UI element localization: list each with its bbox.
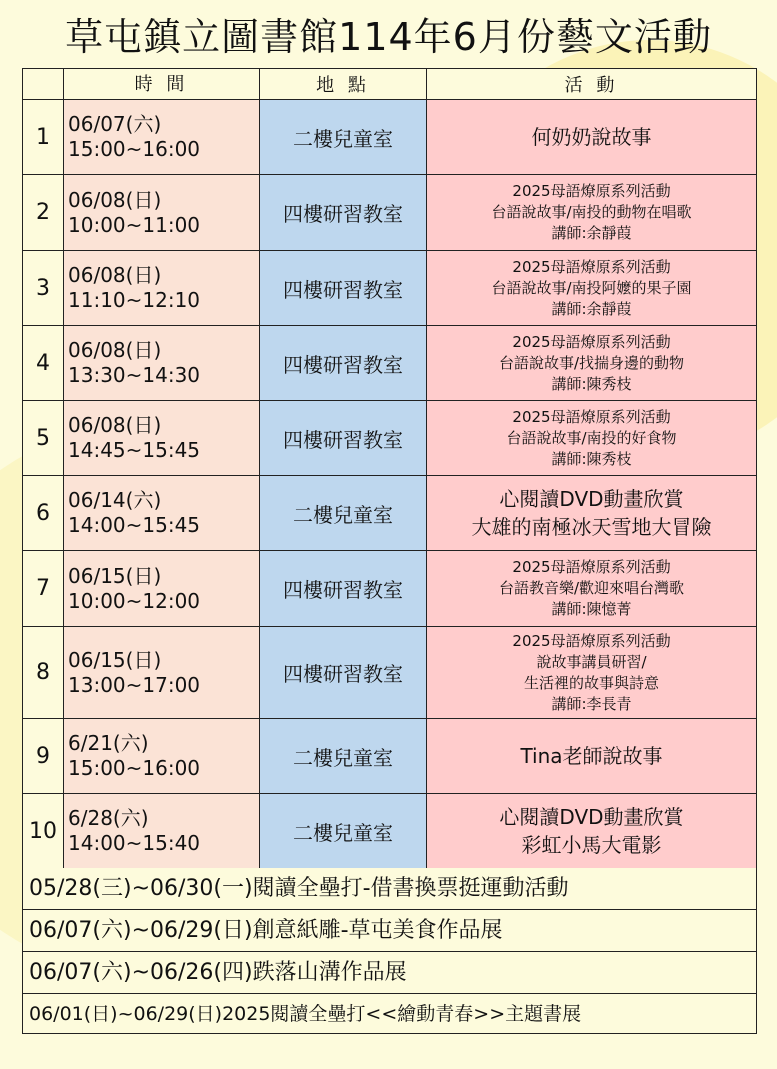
row-number: 9 <box>23 719 64 794</box>
activity-line: 台語說故事/南投阿嬤的果子園 <box>491 278 692 297</box>
time-cell <box>64 627 260 719</box>
row-number: 3 <box>23 251 64 326</box>
table-row <box>23 476 757 551</box>
table-row <box>23 326 757 401</box>
event-banner: 06/01(日)~06/29(日)2025閱讀全壘打<<繪動青春>>主題書展 <box>22 994 757 1034</box>
header-number <box>23 69 64 100</box>
activity-line: Tina老師說故事 <box>520 744 663 768</box>
header-place: 地 點 <box>260 69 427 100</box>
event-time: 10:00~12:00 <box>68 588 201 613</box>
row-number: 7 <box>23 551 64 627</box>
row-number: 1 <box>23 100 64 175</box>
activity-cell <box>427 719 757 794</box>
schedule-table <box>22 68 757 869</box>
table-row <box>23 719 757 794</box>
event-time: 14:00~15:40 <box>68 831 201 855</box>
table-row <box>23 100 757 175</box>
activity-line: 何奶奶說故事 <box>531 125 652 149</box>
event-time: 14:45~15:45 <box>68 438 201 462</box>
event-time: 15:00~16:00 <box>68 756 201 780</box>
event-date: 06/08(日) <box>68 413 162 437</box>
time-cell <box>64 719 260 794</box>
table-header-row <box>23 69 757 100</box>
activity-cell <box>427 251 757 326</box>
activity-line: 2025母語燎原系列活動 <box>512 182 671 200</box>
place-cell: 四樓研習教室 <box>260 251 427 326</box>
row-number: 6 <box>23 476 64 551</box>
event-banner: 06/07(六)~06/29(日)創意紙雕-草屯美食作品展 <box>22 910 757 952</box>
event-time: 15:00~16:00 <box>68 137 201 161</box>
event-date: 06/07(六) <box>68 112 162 136</box>
table-row <box>23 627 757 719</box>
activity-line: 講師:余靜葭 <box>551 224 632 242</box>
time-cell <box>64 100 260 175</box>
event-date: 6/28(六) <box>68 806 149 830</box>
time-cell <box>64 476 260 551</box>
activity-line: 台語說故事/南投的好食物 <box>506 428 677 447</box>
event-date: 6/21(六) <box>68 731 149 755</box>
header-activity: 活 動 <box>427 69 757 100</box>
activity-line: 講師:李長青 <box>551 694 632 713</box>
activity-cell <box>427 100 757 175</box>
activity-line: 心閱讀DVD動畫欣賞 <box>499 805 684 829</box>
event-date: 06/15(日) <box>68 563 162 588</box>
activity-line: 說故事講員研習/ <box>536 652 647 671</box>
event-date: 06/14(六) <box>68 488 162 512</box>
activity-line: 2025母語燎原系列活動 <box>512 407 671 426</box>
time-cell <box>64 551 260 627</box>
table-row <box>23 794 757 869</box>
event-banner: 05/28(三)~06/30(一)閱讀全壘打-借書換票挺運動活動 <box>22 868 757 910</box>
activity-cell <box>427 551 757 627</box>
place-cell: 四樓研習教室 <box>260 175 427 251</box>
place-cell: 四樓研習教室 <box>260 401 427 476</box>
time-cell <box>64 401 260 476</box>
activity-cell <box>427 326 757 401</box>
activity-line: 大雄的南極冰天雪地大冒險 <box>471 515 712 539</box>
event-time: 13:00~17:00 <box>68 672 201 697</box>
activity-line: 生活裡的故事與詩意 <box>523 673 659 692</box>
event-date: 06/08(日) <box>68 187 162 212</box>
place-cell: 四樓研習教室 <box>260 627 427 719</box>
time-cell <box>64 794 260 869</box>
activity-line: 講師:余靜葭 <box>551 299 632 318</box>
activity-line: 台語說故事/找揣身邊的動物 <box>498 353 685 372</box>
place-cell: 二樓兒童室 <box>260 100 427 175</box>
event-date: 06/08(日) <box>68 263 162 287</box>
place-cell: 二樓兒童室 <box>260 719 427 794</box>
row-number: 8 <box>23 627 64 719</box>
event-time: 13:30~14:30 <box>68 363 201 387</box>
event-banner: 06/07(六)~06/26(四)跌落山溝作品展 <box>22 952 757 994</box>
activity-line: 台語教音樂/歡迎來唱台灣歌 <box>498 579 685 597</box>
row-number: 5 <box>23 401 64 476</box>
activity-line: 講師:陳秀枝 <box>551 449 632 468</box>
place-cell: 二樓兒童室 <box>260 476 427 551</box>
event-date: 06/15(日) <box>68 647 162 672</box>
activity-cell <box>427 476 757 551</box>
activity-line: 心閱讀DVD動畫欣賞 <box>499 487 684 511</box>
activity-line: 彩虹小馬大電影 <box>521 833 662 857</box>
row-number: 10 <box>23 794 64 869</box>
activity-line: 講師:陳秀枝 <box>551 374 632 393</box>
row-number: 2 <box>23 175 64 251</box>
activity-line: 2025母語燎原系列活動 <box>512 332 671 351</box>
place-cell: 四樓研習教室 <box>260 551 427 627</box>
place-cell: 二樓兒童室 <box>260 794 427 869</box>
activity-line: 2025母語燎原系列活動 <box>512 558 671 576</box>
event-time: 11:10~12:10 <box>68 288 201 312</box>
table-row <box>23 401 757 476</box>
activity-line: 2025母語燎原系列活動 <box>512 631 671 650</box>
event-time: 14:00~15:45 <box>68 513 201 537</box>
activity-line: 講師:陳憶菁 <box>551 600 632 618</box>
header-time: 時 間 <box>64 69 260 100</box>
row-number: 4 <box>23 326 64 401</box>
table-row <box>23 251 757 326</box>
event-time: 10:00~11:00 <box>68 212 201 237</box>
time-cell <box>64 251 260 326</box>
table-row <box>23 551 757 627</box>
activity-cell <box>427 175 757 251</box>
page-title: 草屯鎮立圖書館114年6月份藝文活動 <box>65 15 712 59</box>
activity-cell <box>427 401 757 476</box>
table-row <box>23 175 757 251</box>
event-date: 06/08(日) <box>68 338 162 362</box>
activity-cell <box>427 627 757 719</box>
activity-line: 2025母語燎原系列活動 <box>512 257 671 276</box>
place-cell: 四樓研習教室 <box>260 326 427 401</box>
time-cell <box>64 175 260 251</box>
activity-line: 台語說故事/南投的動物在唱歌 <box>491 203 692 221</box>
activity-cell <box>427 794 757 869</box>
time-cell <box>64 326 260 401</box>
